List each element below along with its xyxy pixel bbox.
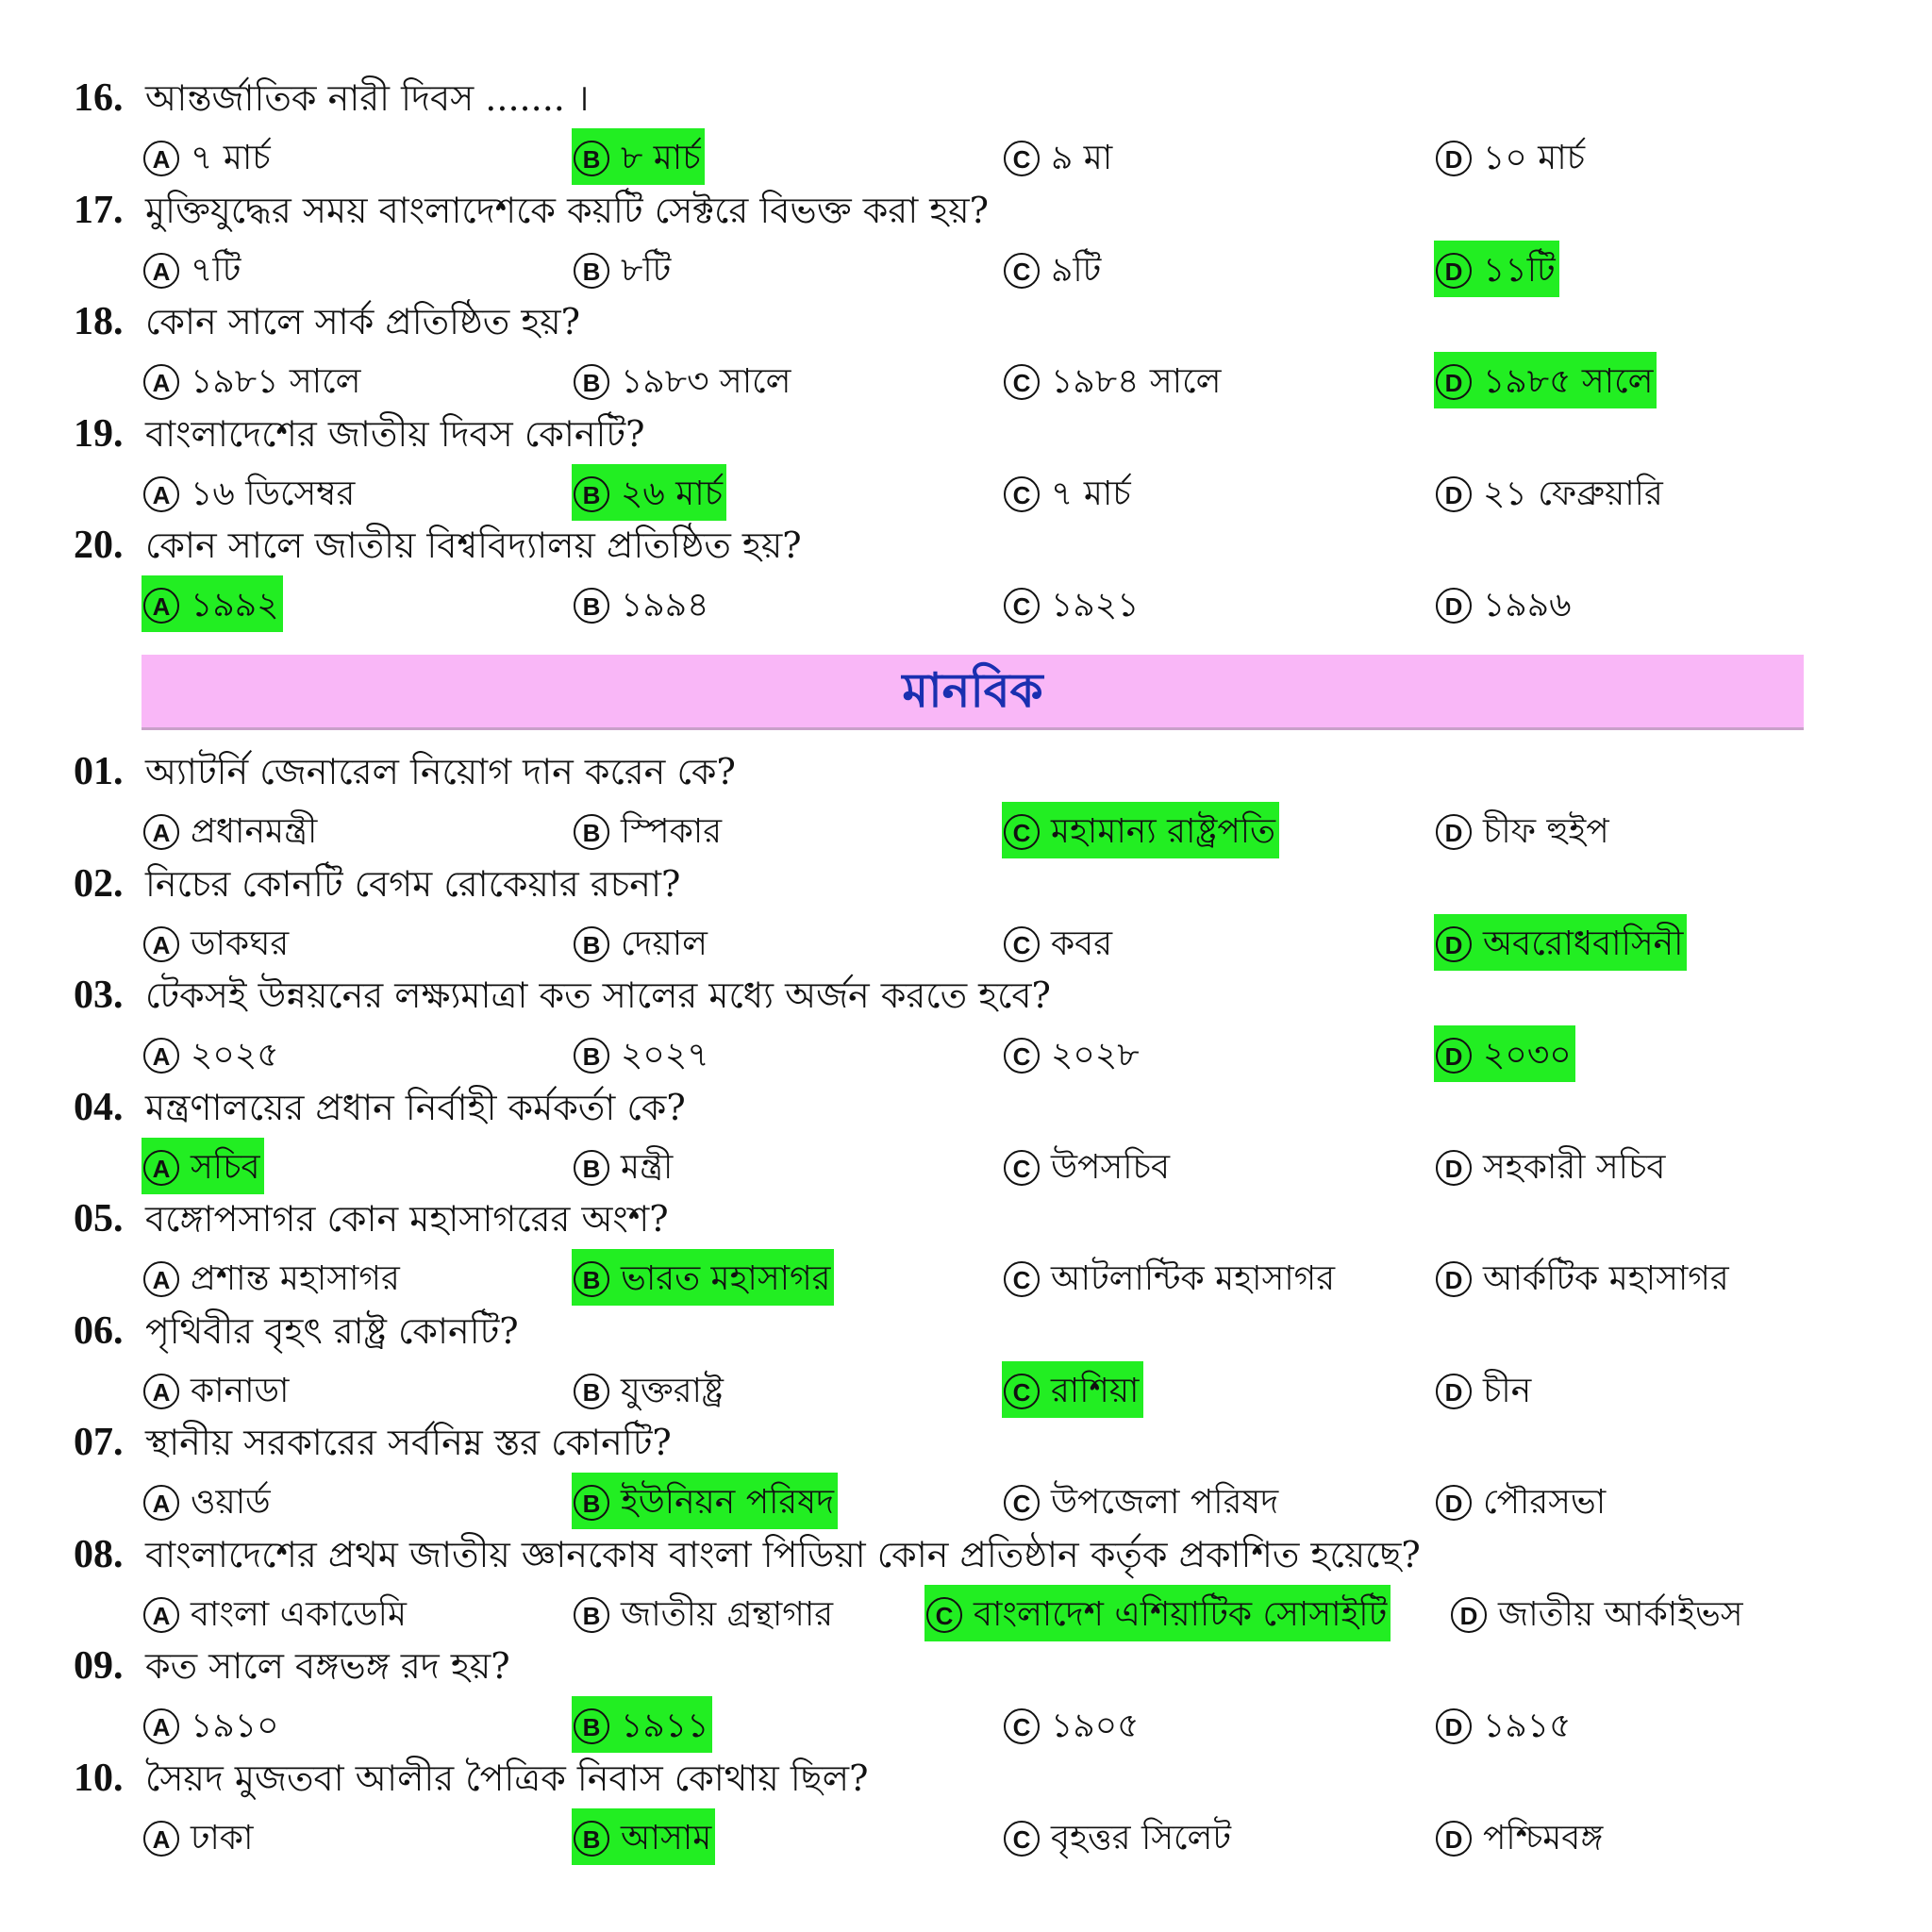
option-text: ৮ মার্চ: [621, 139, 701, 177]
option-d[interactable]: [1434, 1138, 1669, 1194]
option-letter-icon: A: [143, 364, 179, 400]
option-letter-icon: A: [143, 253, 179, 289]
option-text: ১৯৮১ সালে: [191, 362, 361, 401]
question-17: [74, 184, 989, 237]
option-b[interactable]: [572, 575, 712, 632]
option-text: ২১ ফেব্রুয়ারি: [1483, 474, 1663, 513]
option-letter-icon: D: [1436, 1038, 1472, 1074]
question-03: [74, 969, 1051, 1022]
question-text: মুক্তিযুদ্ধের সময় বাংলাদেশকে কয়টি সেক্টরে বিভক্ত করা হয়?: [145, 189, 990, 231]
option-c[interactable]: [1002, 575, 1143, 632]
option-text: আর্কটিক মহাসাগর: [1483, 1259, 1729, 1298]
option-letter-icon: D: [1451, 1597, 1487, 1633]
option-d[interactable]: [1434, 1361, 1535, 1418]
option-b[interactable]: [572, 1025, 713, 1082]
option-letter-icon: D: [1436, 1374, 1472, 1409]
option-text: আটলান্টিক মহাসাগর: [1051, 1259, 1336, 1298]
option-text: উপজেলা পরিষদ: [1051, 1483, 1279, 1522]
option-text: চীফ হুইপ: [1483, 812, 1609, 851]
option-c[interactable]: [1002, 128, 1116, 185]
option-letter-icon: A: [143, 1261, 179, 1297]
option-a[interactable]: [142, 241, 244, 297]
option-a[interactable]: [142, 1361, 293, 1418]
option-d[interactable]: [1434, 1249, 1733, 1306]
option-c[interactable]: [1002, 1473, 1282, 1529]
option-d[interactable]: [1434, 1696, 1574, 1753]
option-text: ১৯১৫: [1483, 1707, 1572, 1745]
option-a[interactable]: [142, 1025, 283, 1082]
option-d[interactable]: [1434, 464, 1667, 521]
option-letter-icon: A: [143, 1821, 179, 1857]
question-text: বঙ্গোপসাগর কোন মহাসাগরের অংশ?: [145, 1198, 669, 1240]
option-d-correct[interactable]: [1434, 241, 1559, 297]
question-text: টেকসই উন্নয়নের লক্ষ্যমাত্রা কত সালের মধ্যে অর্জন করতে হবে?: [145, 974, 1051, 1016]
question-number: 02.: [74, 861, 124, 906]
option-d[interactable]: [1449, 1585, 1747, 1641]
option-c[interactable]: [1002, 1138, 1174, 1194]
option-c[interactable]: [1002, 1249, 1339, 1306]
option-b-correct[interactable]: [572, 1249, 834, 1306]
option-letter-icon: A: [143, 1708, 179, 1744]
option-b-correct[interactable]: [572, 464, 726, 521]
question-text: অ্যাটর্নি জেনারেল নিয়োগ দান করেন কে?: [145, 751, 736, 792]
option-letter-icon: C: [1004, 253, 1040, 289]
question-number: 19.: [74, 411, 124, 456]
option-letter-icon: D: [1436, 476, 1472, 512]
option-letter-icon: D: [1436, 1261, 1472, 1297]
option-letter-icon: B: [574, 141, 609, 176]
question-text: বাংলাদেশের জাতীয় দিবস কোনটি?: [145, 412, 645, 455]
question-text: কোন সালে সার্ক প্রতিষ্ঠিত হয়?: [145, 301, 581, 342]
option-text: ১৯৮৪ সালে: [1051, 362, 1222, 401]
question-08: [74, 1528, 1421, 1581]
option-letter-icon: B: [574, 1485, 609, 1521]
option-letter-icon: C: [1004, 476, 1040, 512]
option-letter-icon: B: [574, 1821, 609, 1857]
option-a[interactable]: [142, 128, 275, 185]
option-text: ১৯১১: [621, 1707, 709, 1745]
question-07: [74, 1416, 672, 1469]
option-text: পৌরসভা: [1483, 1483, 1607, 1522]
option-text: ২০২৫: [191, 1036, 279, 1074]
option-letter-icon: C: [1004, 814, 1040, 850]
question-text: কত সালে বঙ্গভঙ্গ রদ হয়?: [145, 1645, 510, 1687]
option-text: ১১টি: [1483, 250, 1556, 290]
option-b-correct[interactable]: [572, 128, 705, 185]
option-letter-icon: B: [574, 1150, 609, 1186]
option-letter-icon: A: [143, 926, 179, 962]
question-10: [74, 1752, 868, 1805]
question-number: 08.: [74, 1532, 124, 1576]
question-number: 09.: [74, 1644, 124, 1688]
option-letter-icon: C: [1004, 1821, 1040, 1857]
option-letter-icon: D: [1436, 141, 1472, 176]
option-text: চীন: [1483, 1371, 1532, 1410]
option-text: ১৯৮৩ সালে: [621, 362, 791, 401]
option-a-correct[interactable]: [142, 575, 283, 632]
option-letter-icon: A: [143, 1374, 179, 1409]
option-text: ১৯২১: [1051, 586, 1140, 625]
option-letter-icon: C: [1004, 364, 1040, 400]
option-c[interactable]: [1002, 914, 1116, 971]
question-16: [74, 72, 590, 125]
option-letter-icon: A: [143, 141, 179, 176]
option-letter-icon: C: [1004, 1374, 1040, 1409]
option-a[interactable]: [142, 1249, 404, 1306]
question-text: নিচের কোনটি বেগম রোকেয়ার রচনা?: [145, 862, 681, 905]
option-text: মন্ত্রী: [621, 1147, 674, 1187]
option-d[interactable]: [1434, 575, 1575, 632]
option-letter-icon: B: [574, 1374, 609, 1409]
option-letter-icon: C: [1004, 1150, 1040, 1186]
option-text: ৯ মা: [1051, 139, 1113, 177]
option-letter-icon: C: [1004, 588, 1040, 624]
option-letter-icon: D: [1436, 1708, 1472, 1744]
question-04: [74, 1081, 686, 1134]
option-letter-icon: A: [143, 814, 179, 850]
question-number: 07.: [74, 1421, 124, 1464]
section-title: মানবিক: [902, 663, 1043, 718]
option-text: যুক্তরাষ্ট্র: [621, 1371, 724, 1410]
option-text: ডাকঘর: [191, 924, 290, 963]
option-letter-icon: A: [143, 1597, 179, 1633]
option-b[interactable]: [572, 352, 794, 408]
option-text: কবর: [1051, 924, 1113, 963]
option-text: পশ্চিমবঙ্গ: [1483, 1818, 1604, 1857]
option-letter-icon: C: [1004, 1038, 1040, 1074]
option-b-correct[interactable]: [572, 1808, 715, 1865]
option-letter-icon: B: [574, 253, 609, 289]
option-a[interactable]: [142, 1696, 283, 1753]
question-number: 05.: [74, 1197, 124, 1241]
option-text: ৭টি: [191, 250, 242, 290]
option-text: বাংলাদেশ এশিয়াটিক সোসাইটি: [974, 1594, 1388, 1634]
option-text: সহকারী সচিব: [1483, 1147, 1666, 1187]
option-d[interactable]: [1434, 1473, 1609, 1529]
option-text: ২০২৮: [1051, 1036, 1140, 1074]
option-c[interactable]: [1002, 352, 1224, 408]
question-text: আন্তর্জাতিক নারী দিবস ....... ।: [145, 77, 590, 119]
question-text: স্থানীয় সরকারের সর্বনিম্ন স্তর কোনটি?: [145, 1422, 672, 1463]
option-letter-icon: D: [1436, 814, 1472, 850]
option-d[interactable]: [1434, 802, 1613, 858]
option-text: ১৯৯২: [191, 586, 279, 625]
option-a[interactable]: [142, 914, 292, 971]
question-number: 03.: [74, 974, 124, 1017]
option-letter-icon: B: [574, 814, 609, 850]
question-text: মন্ত্রণালয়ের প্রধান নির্বাহী কর্মকর্তা কে?: [145, 1086, 686, 1128]
option-letter-icon: D: [1436, 1150, 1472, 1186]
option-text: ভারত মহাসাগর: [621, 1259, 831, 1298]
option-a[interactable]: [142, 352, 364, 408]
option-text: জাতীয় গ্রন্থাগার: [621, 1594, 834, 1634]
option-text: আসাম: [621, 1818, 712, 1857]
option-c[interactable]: [1002, 1025, 1143, 1082]
question-text: সৈয়দ মুজতবা আলীর পৈত্রিক নিবাস কোথায় ছিল?: [145, 1757, 869, 1799]
option-b[interactable]: [572, 241, 675, 297]
option-letter-icon: A: [143, 476, 179, 512]
option-a[interactable]: [142, 1473, 275, 1529]
option-letter-icon: D: [1436, 1485, 1472, 1521]
option-letter-icon: A: [143, 588, 179, 624]
option-letter-icon: D: [1436, 588, 1472, 624]
option-a-correct[interactable]: [142, 1138, 264, 1194]
option-letter-icon: A: [143, 1485, 179, 1521]
question-09: [74, 1640, 510, 1692]
option-text: ১৯০৫: [1051, 1707, 1140, 1745]
option-d-correct[interactable]: [1434, 352, 1657, 408]
option-a[interactable]: [142, 802, 321, 858]
option-a[interactable]: [142, 464, 358, 521]
option-text: ৮টি: [621, 250, 672, 290]
option-text: ১৬ ডিসেম্বর: [191, 474, 356, 513]
option-letter-icon: A: [143, 1150, 179, 1186]
option-text: ১০ মার্চ: [1483, 139, 1586, 177]
option-b[interactable]: [572, 1138, 676, 1194]
option-letter-icon: C: [1004, 1261, 1040, 1297]
option-letter-icon: B: [574, 1261, 609, 1297]
question-number: 06.: [74, 1308, 124, 1353]
section-banner: [142, 655, 1804, 730]
option-letter-icon: D: [1436, 253, 1472, 289]
option-text: ১৯১০: [191, 1707, 279, 1745]
option-letter-icon: C: [1004, 1485, 1040, 1521]
option-letter-icon: B: [574, 588, 609, 624]
option-letter-icon: B: [574, 926, 609, 962]
question-02: [74, 858, 680, 910]
option-text: রাশিয়া: [1051, 1371, 1140, 1410]
question-number: 16.: [74, 76, 124, 120]
option-letter-icon: D: [1436, 364, 1472, 400]
option-d-correct[interactable]: [1434, 914, 1687, 971]
option-letter-icon: B: [574, 1038, 609, 1074]
option-c-correct[interactable]: [1002, 1361, 1143, 1418]
option-text: ৭ মার্চ: [191, 139, 271, 177]
option-text: ২০২৭: [621, 1036, 709, 1074]
option-text: ২০৩০: [1483, 1036, 1572, 1074]
option-text: ৯টি: [1051, 250, 1102, 290]
option-text: স্পিকার: [621, 812, 723, 851]
question-number: 17.: [74, 188, 124, 232]
question-05: [74, 1192, 669, 1245]
question-text: বাংলাদেশের প্রথম জাতীয় জ্ঞানকোষ বাংলা পিডিয়া কোন প্রতিষ্ঠান কর্তৃক প্রকাশিত হয়েছে?: [145, 1533, 1421, 1575]
option-c[interactable]: [1002, 1808, 1235, 1865]
option-text: ১৯৯৬: [1483, 586, 1572, 625]
option-text: মহামান্য রাষ্ট্রপতি: [1051, 812, 1276, 851]
option-b[interactable]: [572, 914, 711, 971]
option-c-correct[interactable]: [1002, 802, 1279, 858]
option-text: প্রধানমন্ত্রী: [191, 812, 318, 851]
option-text: দেয়াল: [621, 924, 708, 963]
question-text: কোন সালে জাতীয় বিশ্ববিদ্যালয় প্রতিষ্ঠিত হয়?: [145, 525, 802, 566]
option-letter-icon: B: [574, 1708, 609, 1744]
question-number: 10.: [74, 1756, 124, 1800]
option-text: সচিব: [191, 1147, 260, 1187]
option-text: ওয়ার্ড: [191, 1483, 271, 1522]
option-text: জাতীয় আর্কাইভস: [1498, 1594, 1743, 1634]
option-text: বাংলা একাডেমি: [191, 1594, 407, 1634]
question-number: 20.: [74, 524, 124, 567]
option-text: অবরোধবাসিনী: [1483, 924, 1684, 963]
question-number: 01.: [74, 750, 124, 793]
option-b-correct[interactable]: [572, 1696, 712, 1753]
option-letter-icon: B: [574, 476, 609, 512]
option-a[interactable]: [142, 1585, 410, 1641]
question-01: [74, 745, 736, 798]
option-text: ১৯৮৫ সালে: [1483, 362, 1654, 401]
question-20: [74, 519, 802, 572]
option-text: ৭ মার্চ: [1051, 474, 1131, 513]
option-letter-icon: B: [574, 1597, 609, 1633]
option-letter-icon: B: [574, 364, 609, 400]
question-number: 04.: [74, 1085, 124, 1129]
option-letter-icon: C: [1004, 141, 1040, 176]
option-a[interactable]: [142, 1808, 257, 1865]
question-19: [74, 408, 645, 460]
option-d[interactable]: [1434, 1808, 1607, 1865]
option-text: প্রশান্ত মহাসাগর: [191, 1259, 400, 1298]
option-b[interactable]: [572, 1585, 837, 1641]
option-letter-icon: D: [1436, 926, 1472, 962]
option-letter-icon: D: [1436, 1821, 1472, 1857]
option-text: ইউনিয়ন পরিষদ: [621, 1483, 834, 1522]
question-06: [74, 1305, 519, 1357]
option-letter-icon: C: [926, 1597, 962, 1633]
option-b[interactable]: [572, 802, 725, 858]
option-c[interactable]: [1002, 1696, 1143, 1753]
question-text: পৃথিবীর বৃহৎ রাষ্ট্র কোনটি?: [145, 1309, 519, 1352]
option-text: উপসচিব: [1051, 1147, 1171, 1187]
option-text: ১৯৯৪: [621, 586, 709, 625]
option-letter-icon: A: [143, 1038, 179, 1074]
option-text: ঢাকা: [191, 1818, 254, 1857]
option-letter-icon: C: [1004, 1708, 1040, 1744]
option-d[interactable]: [1434, 128, 1589, 185]
option-text: কানাডা: [191, 1371, 290, 1410]
option-d-correct[interactable]: [1434, 1025, 1575, 1082]
option-text: বৃহত্তর সিলেট: [1051, 1818, 1231, 1857]
option-c[interactable]: [1002, 464, 1135, 521]
question-number: 18.: [74, 300, 124, 343]
option-b[interactable]: [572, 1361, 727, 1418]
option-text: ২৬ মার্চ: [621, 474, 724, 513]
option-c-correct[interactable]: [924, 1585, 1391, 1641]
option-b-correct[interactable]: [572, 1473, 838, 1529]
option-c[interactable]: [1002, 241, 1105, 297]
question-18: [74, 295, 580, 348]
option-letter-icon: C: [1004, 926, 1040, 962]
